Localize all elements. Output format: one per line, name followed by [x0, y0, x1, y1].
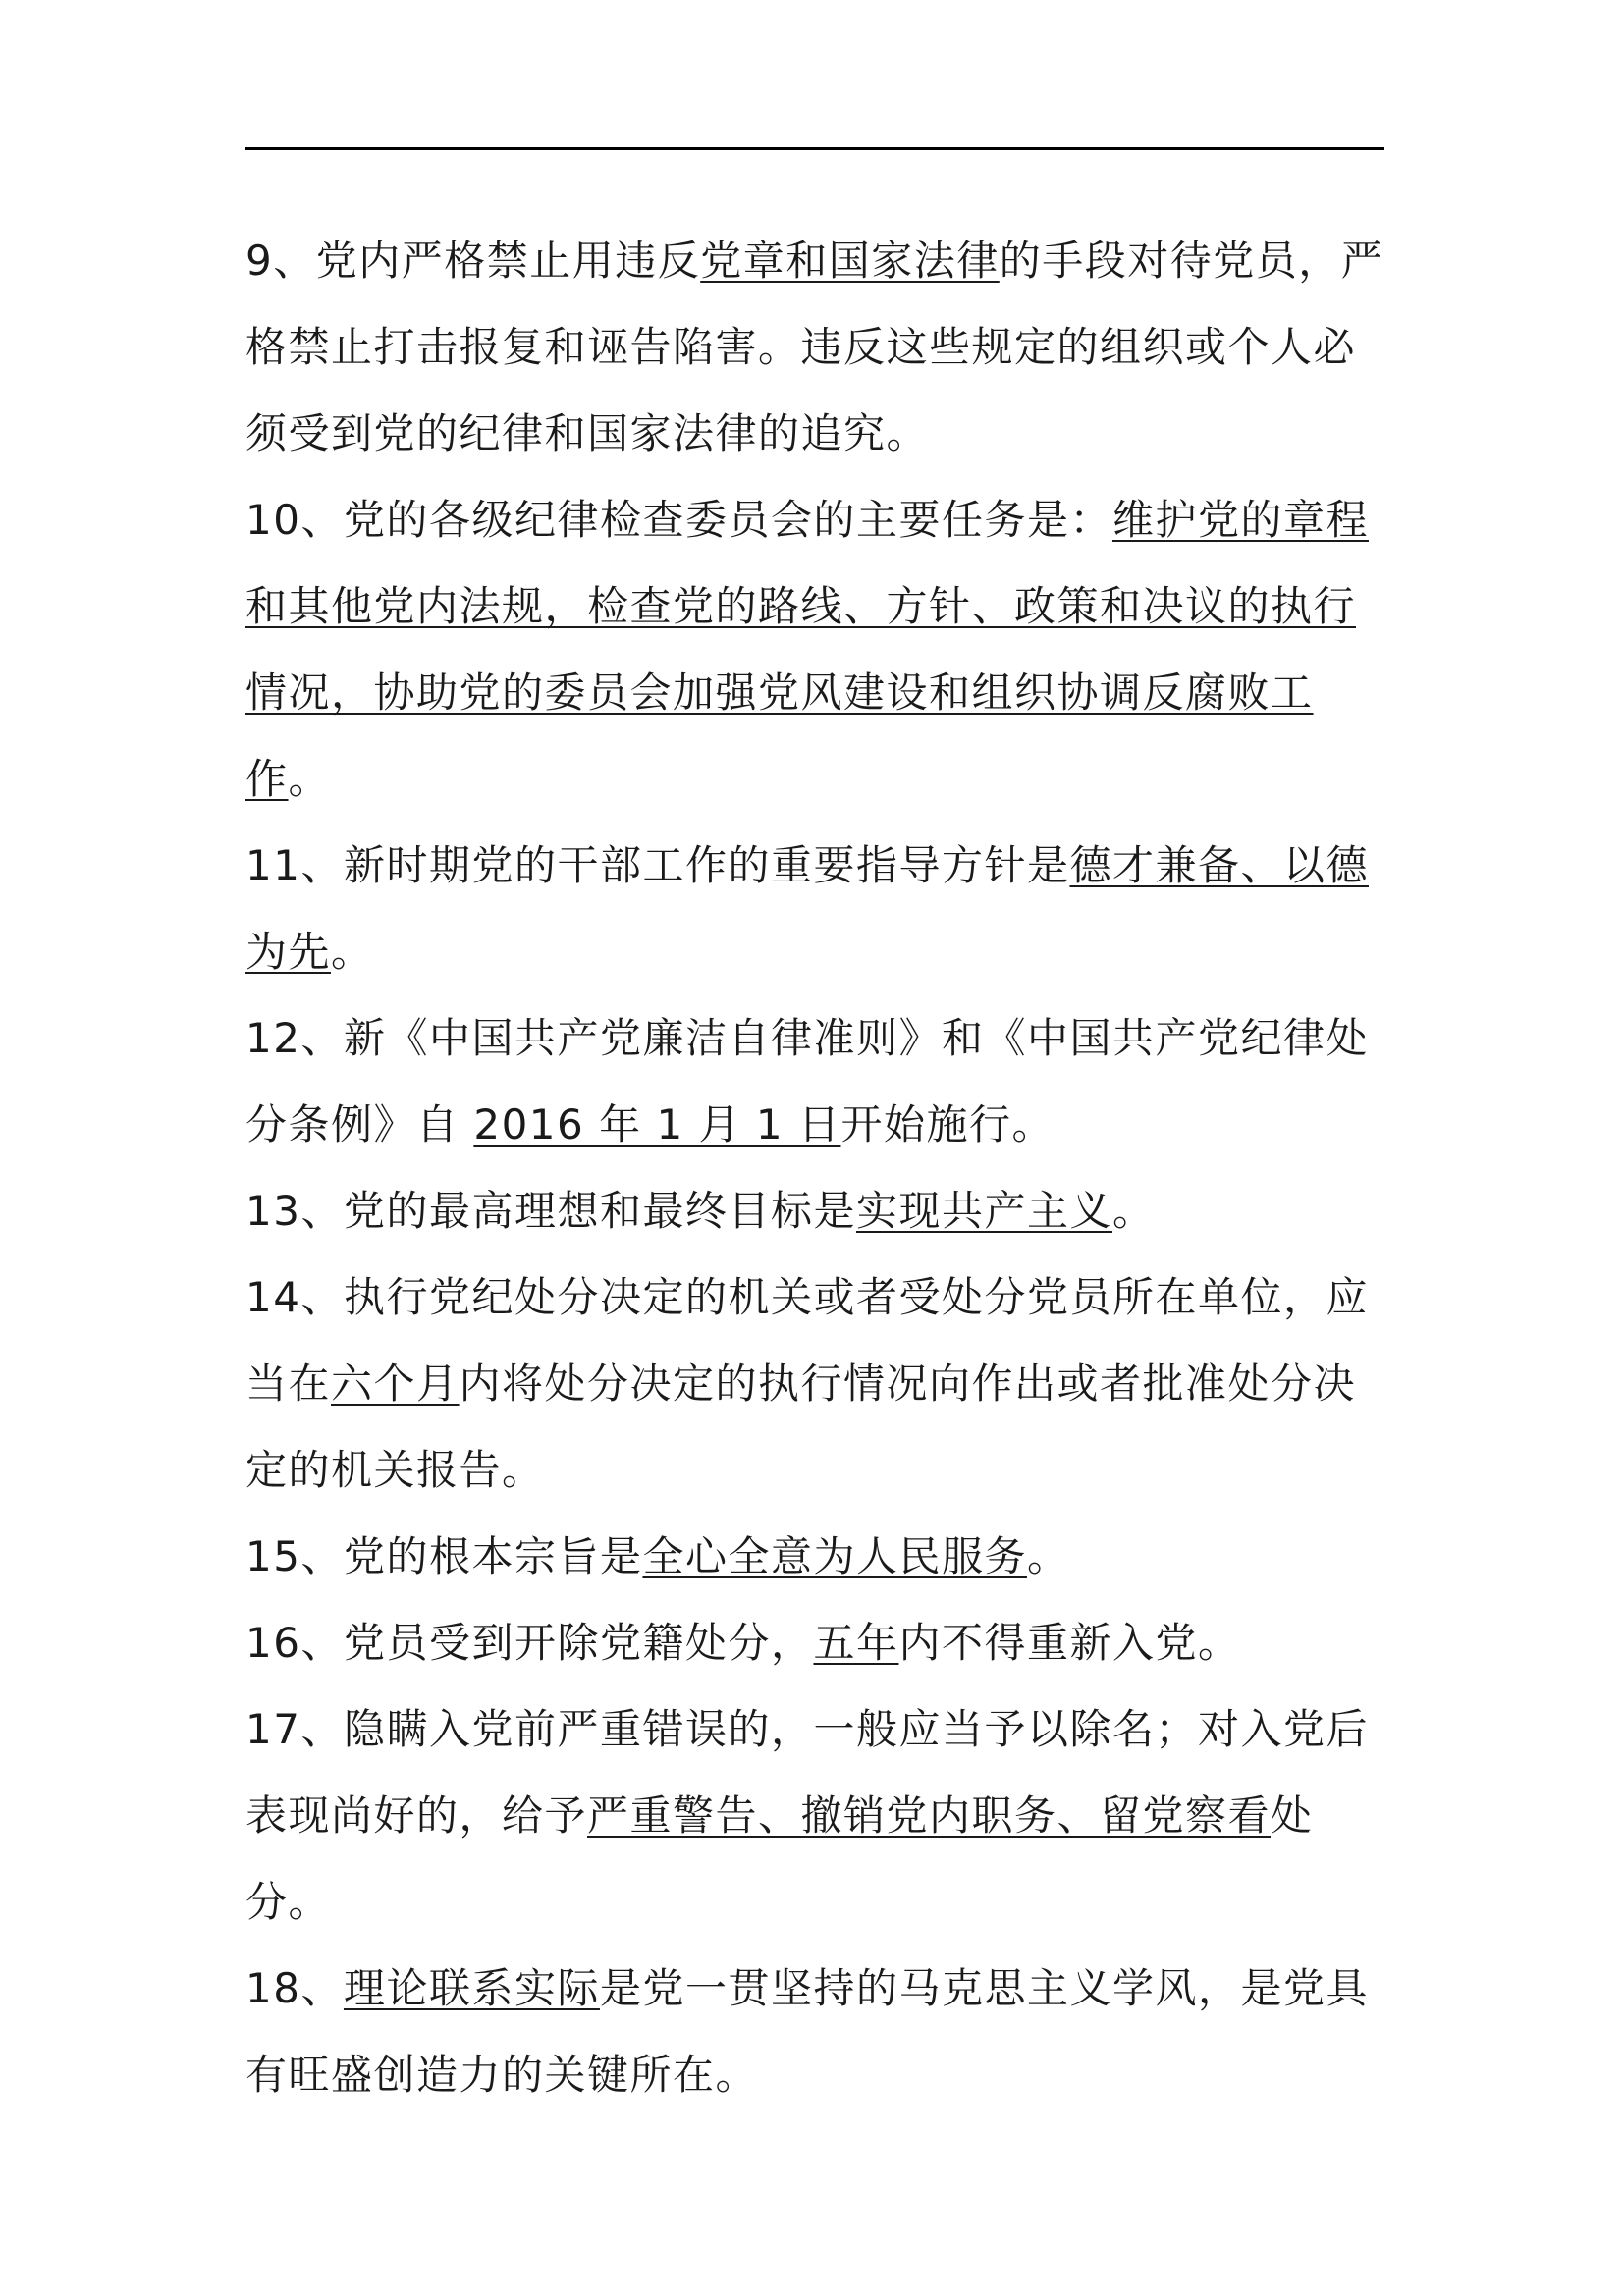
list-item [245, 823, 1389, 995]
item-text: 开始施行。 [840, 1100, 1055, 1148]
list-item [245, 477, 1389, 823]
list-item [245, 1514, 1389, 1600]
header-rule [245, 147, 1384, 150]
item-text: 13、党的最高理想和最终目标是 [245, 1187, 856, 1235]
item-text: 9、党内严格禁止用违反 [245, 237, 701, 285]
underlined-answer: 严重警告、撤销党内职务、留党察看 [587, 1791, 1272, 1840]
underlined-answer: 六个月 [331, 1360, 460, 1408]
list-item [245, 218, 1389, 477]
item-text: 内不得重新入党。 [898, 1619, 1241, 1667]
item-text: 18、 [245, 1964, 344, 2012]
item-text: 。 [1111, 1187, 1156, 1235]
item-text: 11、新时期党的干部工作的重要指导方针是 [245, 841, 1070, 889]
item-text: 10、党的各级纪律检查委员会的主要任务是： [245, 496, 1112, 544]
underlined-answer: 党章和国家法律 [700, 237, 1000, 285]
list-item [245, 1686, 1389, 1946]
item-text: 的手段对待党员，严格禁止打击报复和诬告陷害。违反这些规定的组织或个人必须受到党的纪律和国家法律的追究。 [245, 237, 1384, 457]
item-text: 。 [1026, 1532, 1070, 1580]
item-text: 12、新《中国共产党廉洁自律准则》和《中国共产党纪律处分条例》自 [245, 1014, 1369, 1148]
item-text: 。 [331, 928, 374, 976]
list-item [245, 1600, 1389, 1686]
underlined-answer: 全心全意为人民服务 [642, 1532, 1027, 1580]
underlined-answer: 五年 [813, 1619, 899, 1667]
item-text: 处分。 [245, 1791, 1314, 1926]
underlined-answer: 理论联系实际 [343, 1964, 600, 2012]
list-item [245, 1946, 1389, 2118]
underlined-answer: 实现共产主义 [855, 1187, 1112, 1235]
item-text: 16、党员受到开除党籍处分， [245, 1619, 814, 1667]
item-text: 内将处分决定的执行情况向作出或者批准处分决定的机关报告。 [245, 1360, 1357, 1494]
list-item [245, 995, 1389, 1168]
item-text: 14、执行党纪处分决定的机关或者受处分党员所在单位，应当在 [245, 1273, 1369, 1408]
underlined-answer: 德才兼备、以德为先 [245, 841, 1369, 976]
item-text: 是党一贯坚持的马克思主义学风，是党具有旺盛创造力的关键所在。 [245, 1964, 1369, 2099]
list-item [245, 1168, 1389, 1255]
underlined-answer: 维护党的章程和其他党内法规，检查党的路线、方针、政策和决议的执行情况，协助党的委员会加强党风建设和组织协调反腐败工作 [245, 496, 1369, 803]
item-text: 。 [288, 755, 332, 803]
underlined-answer: 2016 年 1 月 1 日 [473, 1100, 841, 1148]
list-item [245, 1255, 1389, 1514]
item-text: 17、隐瞒入党前严重错误的，一般应当予以除名；对入党后表现尚好的，给予 [245, 1705, 1369, 1840]
document-body [245, 218, 1389, 2118]
item-text: 15、党的根本宗旨是 [245, 1532, 643, 1580]
